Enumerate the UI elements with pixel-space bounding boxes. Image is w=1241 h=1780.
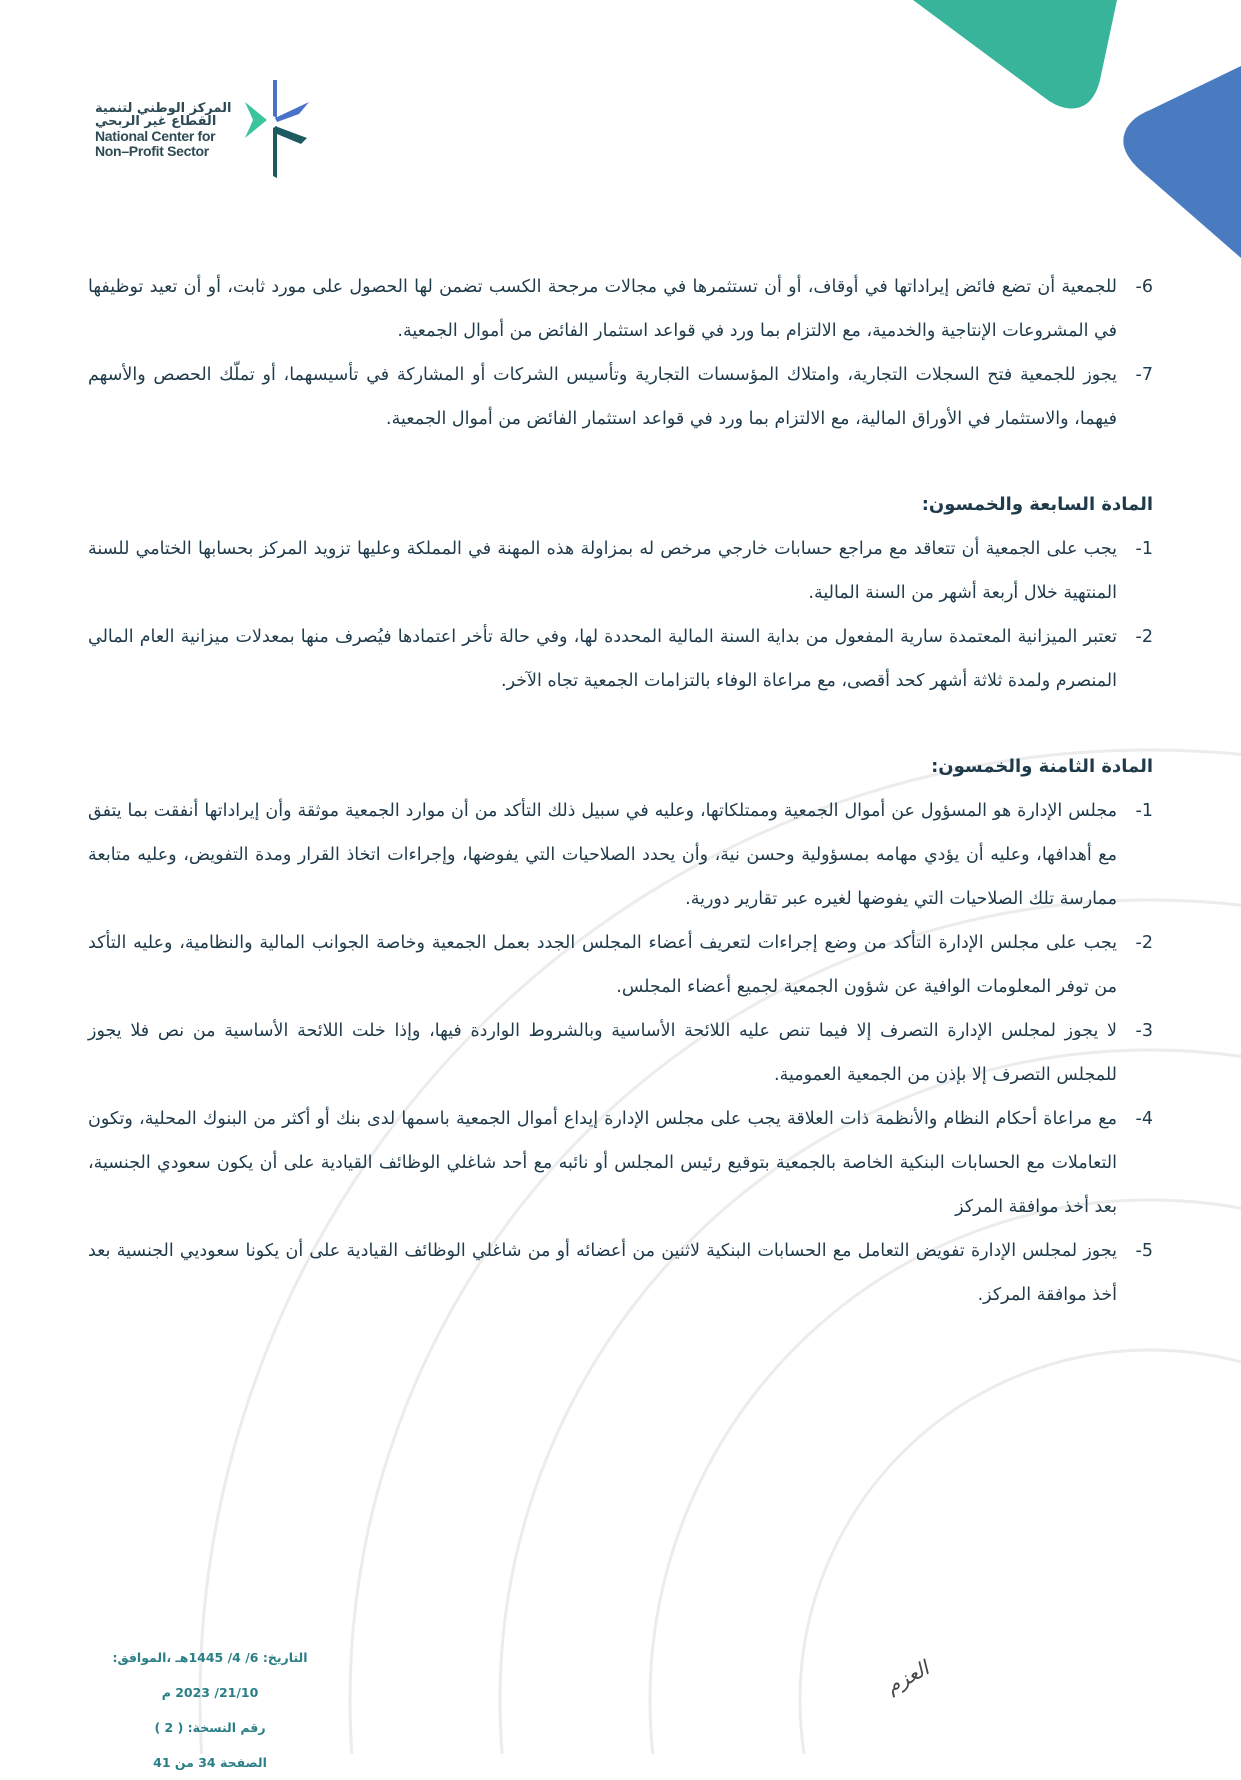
item-number: 1- [1135, 801, 1153, 821]
list-item [88, 921, 1153, 1009]
item-number: 2- [1135, 627, 1153, 647]
page-footer [90, 1640, 330, 1780]
item-text: يجب على الجمعية أن تتعاقد مع مراجع حسابات خارجي مرخص له بمزاولة هذه المهنة في المملكة وعليها تزويد المركز بحسابها الختامي للسنة المنتهية خلال أربعة أشهر من السنة المالية. [88, 539, 1117, 603]
item-number: 1- [1135, 539, 1153, 559]
logo-mark-icon [243, 80, 313, 180]
list-item [88, 615, 1153, 703]
item-text: مجلس الإدارة هو المسؤول عن أموال الجمعية وممتلكاتها، وعليه في سبيل ذلك التأكد من أن موارد الجمعية موثقة وأن إيراداتها أنفقت بما يتفق مع أهدافها، وعليه أن يؤدي مهامه بمسؤولية وحسن نية، وأن يحدد الصلاحيات التي يفوضها، وإجراءات اتخاذ القرار ومدة التفويض، وعليه متابعة ممارسة تلك الصلاحيات التي يفوضها لغيره عبر تقارير دورية. [88, 801, 1117, 909]
list-item [88, 265, 1153, 353]
item-number: 4- [1135, 1109, 1153, 1129]
logo-name-ar-line1: المركز الوطني لتنمية [95, 100, 232, 116]
document-body [88, 265, 1153, 1317]
footer-date: التاريخ: 6/ 4/ 1445هـ ،الموافق: 21/10/ 2023 م [112, 1650, 308, 1700]
item-text: يجب على مجلس الإدارة التأكد من وضع إجراءات لتعريف أعضاء المجلس الجدد بعمل الجمعية وخاصة الجوانب المالية والنظامية، وعليه التأكد من توفر المعلومات الوافية عن شؤون الجمعية لجميع أعضاء المجلس. [88, 933, 1117, 997]
logo-name-ar-line2: القطاع غير الربحي [95, 114, 217, 130]
item-text: لا يجوز لمجلس الإدارة التصرف إلا فيما تنص عليه اللائحة الأساسية وبالشروط الواردة فيها، وإذا خلت اللائحة الأساسية من نص فلا يجوز للمجلس التصرف إلا بإذن من الجمعية العمومية. [88, 1021, 1117, 1085]
item-number: 5- [1135, 1241, 1153, 1261]
section-heading-article-57: المادة السابعة والخمسون: [921, 494, 1153, 515]
item-text: يجوز للجمعية فتح السجلات التجارية، وامتلاك المؤسسات التجارية وتأسيس الشركات أو المشاركة في تأسيسهما، أو تملّك الحصص والأسهم فيهما، والاستثمار في الأوراق المالية، مع الالتزام بما ورد في قواعد استثمار الفائض من أموال الجمعية. [88, 365, 1117, 429]
list-item [88, 527, 1153, 615]
item-number: 7- [1135, 365, 1153, 385]
section-heading-article-58: المادة الثامنة والخمسون: [931, 756, 1153, 777]
item-text: يجوز لمجلس الإدارة تفويض التعامل مع الحسابات البنكية لاثنين من أعضائه أو من شاغلي الوظائف القيادية على أن يكونا سعوديي الجنسية بعد أخذ موافقة المركز. [88, 1241, 1117, 1305]
list-item [88, 1097, 1153, 1229]
item-text: مع مراعاة أحكام النظام والأنظمة ذات العلاقة يجب على مجلس الإدارة إيداع أموال الجمعية باسمها لدى بنك أو أكثر من البنوك المحلية، وتكون التعاملات مع الحسابات البنكية الخاصة بالجمعية بتوقيع رئيس المجلس أو نائبه مع أحد شاغلي الوظائف القيادية على أن يكون سعودي الجنسية، بعد أخذ موافقة المركز [88, 1109, 1117, 1217]
item-number: 6- [1135, 277, 1153, 297]
blue-shape [1123, 66, 1241, 258]
signature-icon: العزم [881, 1655, 933, 1699]
item-number: 3- [1135, 1021, 1153, 1041]
logo-name-en-line2: Non–Profit Sector [95, 142, 209, 159]
logo-text [95, 102, 231, 159]
green-triangle-shape [913, 0, 1117, 108]
item-text: للجمعية أن تضع فائض إيراداتها في أوقاف، أو أن تستثمرها في مجالات مرجحة الكسب تضمن لها الحصول على مورد ثابت، أو أن تعيد توظيفها في المشروعات الإنتاجية والخدمية، مع الالتزام بما ورد في قواعد استثمار الفائض من أموال الجمعية. [88, 277, 1117, 341]
footer-page-number: الصفحة 34 من 41 [153, 1755, 267, 1770]
organization-logo [95, 80, 313, 180]
list-item [88, 1009, 1153, 1097]
list-item [88, 353, 1153, 441]
item-text: تعتبر الميزانية المعتمدة سارية المفعول من بداية السنة المالية المحددة لها، وفي حالة تأخر اعتمادها فيُصرف منها بمعدلات ميزانية العام المالي المنصرم ولمدة ثلاثة أشهر كحد أقصى، مع مراعاة الوفاء بالتزامات الجمعية تجاه الآخر. [88, 627, 1117, 691]
watermark-arc [800, 1350, 1241, 1754]
list-item [88, 789, 1153, 921]
item-number: 2- [1135, 933, 1153, 953]
footer-version: رقم النسخة: ( 2 ) [154, 1720, 266, 1735]
list-item [88, 1229, 1153, 1317]
logo-name-en-line1: National Center for [95, 127, 216, 144]
